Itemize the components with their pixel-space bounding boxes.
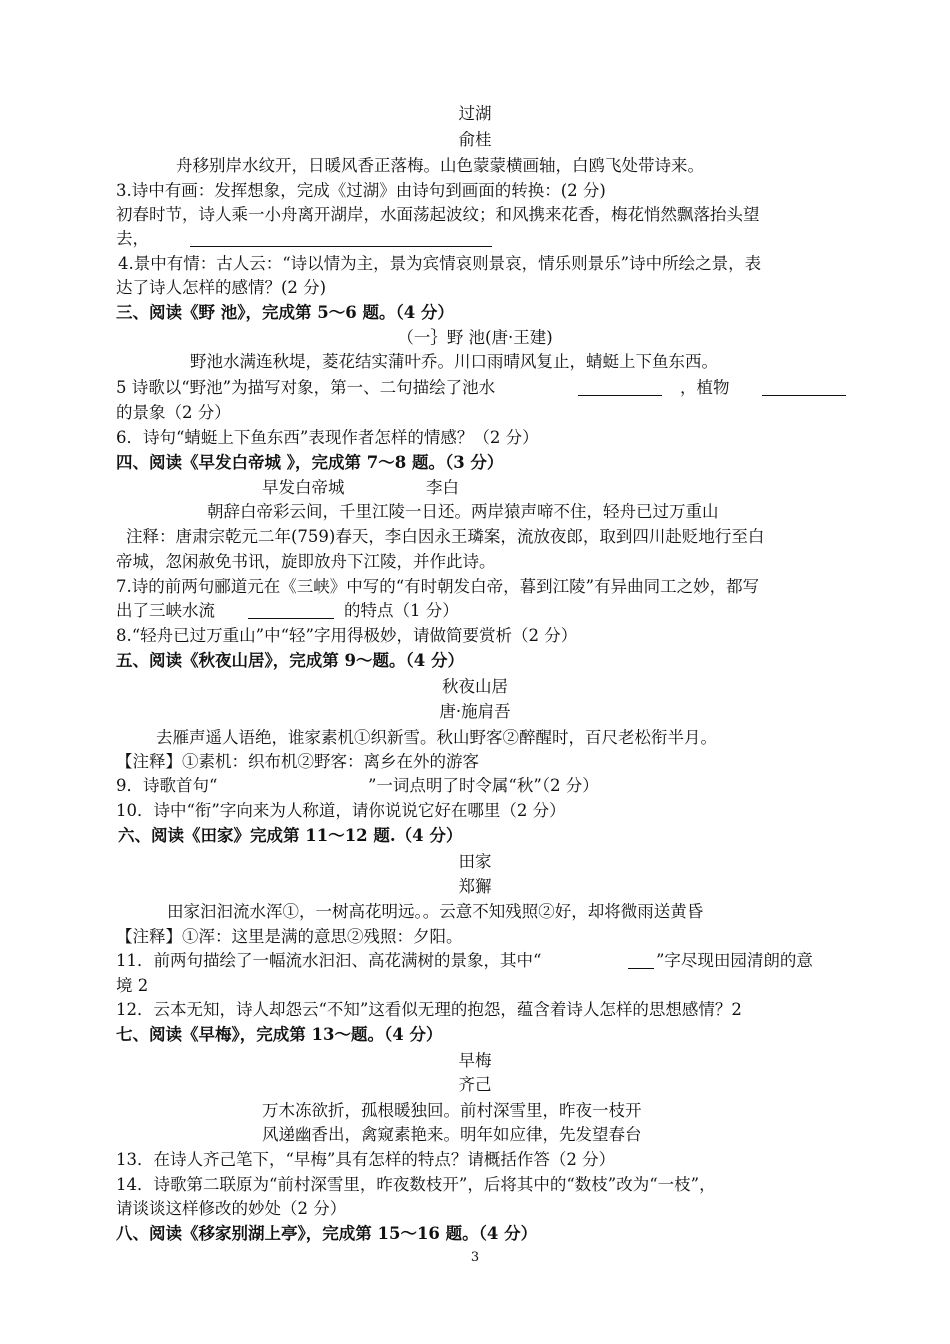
poem-author: 郑獬 (458, 877, 492, 896)
question-9-end: ”一词点明了时令属“秋”（2 分） (368, 776, 599, 795)
poem-author: 俞桂 (458, 130, 492, 149)
poem-author: 李白 (426, 478, 459, 497)
section-heading-3: 三、阅读《野 池》，完成第 5～6 题。（4 分） (116, 303, 454, 322)
poem-text: 舟移别岸水纹开，日暖风香正落梅。山色蒙蒙横画轴，白鸥飞处带诗来。 (176, 156, 704, 175)
question-4: 4.景中有情：古人云：“诗以情为主，景为宾情哀则景哀，情乐则景乐”诗中所绘之景，表 (118, 254, 762, 273)
question-5-mid: ，植物 (680, 378, 730, 397)
poem-title: 秋夜山居 (442, 677, 508, 696)
answer-blank[interactable] (628, 954, 654, 969)
poem-text: 田家汩汩流水浑①，一树高花明远。。云意不知残照②好，却将微雨送黄昏 (167, 902, 704, 921)
question-7: 7.诗的前两句郦道元在《三峡》中写的“有时朝发白帝，暮到江陵”有异曲同工之妙，都写 (116, 577, 760, 596)
section-heading-5: 五、阅读《秋夜山居》，完成第 9～题。（4 分） (116, 651, 464, 670)
poem-text: 野池水满连秋堤，菱花结实蒲叶乔。川口雨晴风复止，蜻蜓上下鱼东西。 (190, 352, 718, 371)
poem-title: （一｝野 池(唐·王建) (397, 328, 553, 347)
question-3: 3.诗中有画：发挥想象，完成《过湖》由诗句到画面的转换：(2 分) (116, 181, 606, 200)
answer-blank[interactable] (190, 232, 492, 247)
question-8: 8.“轻舟已过万重山”中“轻”字用得极妙，请做简要赏析（2 分） (116, 626, 578, 645)
question-3-body: 初春时节，诗人乘一小舟离开湖岸，水面荡起波纹；和风携来花香，梅花悄然飘落抬头望 (116, 205, 760, 224)
section-heading-7: 七、阅读《早梅》，完成第 13～题。（4 分） (116, 1025, 443, 1044)
annotation: 注释：唐肃宗乾元二年(759)春天，李白因永王璘案，流放夜郎，取到四川赴贬地行至白 (126, 527, 765, 546)
question-11-end: ”字尽现田园清朗的意 (656, 951, 813, 970)
question-10: 10．诗中“衔”字向来为人称道，请你说说它好在哪里（2 分） (116, 801, 566, 820)
question-11: 11．前两句描绘了一幅流水汩汩、高花满树的景象，其中“ (116, 951, 542, 970)
annotation: 【注释】①素机：织布机②野客：离乡在外的游客 (116, 752, 479, 771)
question-7-cont: 出了三峡水流 (116, 601, 215, 620)
question-9: 9．诗歌首句“ (116, 776, 218, 795)
section-heading-4: 四、阅读《早发白帝城 》，完成第 7～8 题。（3 分） (116, 453, 504, 472)
page-number: 3 (470, 1250, 480, 1265)
answer-blank[interactable] (762, 381, 846, 396)
question-12: 12．云本无知，诗人却怨云“不知”这看似无理的抱怨，蕴含着诗人怎样的思想感情？2 (116, 1000, 742, 1019)
poem-author: 唐·施肩吾 (439, 702, 511, 721)
question-6: 6．诗句“蜻蜓上下鱼东西”表现作者怎样的情感？（2 分） (116, 428, 539, 447)
section-heading-6: 六、阅读《田家》完成第 11～12 题.（4 分） (118, 826, 463, 845)
question-11-cont: 境 2 (116, 976, 149, 995)
annotation: 【注释】①浑：这里是满的意思②残照：夕阳。 (116, 927, 463, 946)
question-4-cont: 达了诗人怎样的感情？(2 分) (116, 278, 327, 297)
answer-blank[interactable] (578, 381, 662, 396)
question-3-body-end: 去， (116, 229, 149, 248)
poem-title: 田家 (458, 852, 492, 871)
question-13: 13．在诗人齐己笔下，“早梅”具有怎样的特点？请概括作答（2 分） (116, 1150, 616, 1169)
poem-text: 朝辞白帝彩云间，千里江陵一日还。两岸猿声啼不住，轻舟已过万重山 (207, 502, 719, 521)
annotation-cont: 帝城，忽闲赦免书讯，旋即放舟下江陵，并作此诗。 (116, 552, 496, 571)
poem-title: 早梅 (458, 1051, 492, 1070)
section-heading-8: 八、阅读《移家别湖上亭》，完成第 15～16 题。（4 分） (116, 1224, 538, 1243)
poem-text: 万木冻欲折，孤根暖独回。前村深雪里，昨夜一枝开 (262, 1101, 642, 1120)
question-14: 14．诗歌第二联原为“前村深雪里，昨夜数枝开”，后将其中的“数枝”改为“一枝”， (116, 1175, 716, 1194)
poem-title: 过湖 (458, 104, 492, 123)
poem-text: 去雁声遥人语绝，谁家素机①织新雪。秋山野客②醉醒时，百尺老松衔半月。 (156, 728, 717, 747)
poem-text: 风递幽香出，禽窥素艳来。明年如应律，先发望春台 (262, 1125, 642, 1144)
question-14-cont: 请谈谈这样修改的妙处（2 分） (116, 1199, 347, 1218)
question-3-body-cont (116, 228, 149, 250)
answer-blank[interactable] (248, 604, 334, 619)
question-7-end: 的特点（1 分） (344, 601, 459, 620)
poem-author: 齐己 (458, 1075, 492, 1094)
poem-title: 早发白帝城 (262, 478, 345, 497)
question-5-cont: 的景象（2 分） (116, 403, 231, 422)
question-5: 5 诗歌以“野池”为描写对象，第一、二句描绘了池水 (116, 378, 496, 397)
